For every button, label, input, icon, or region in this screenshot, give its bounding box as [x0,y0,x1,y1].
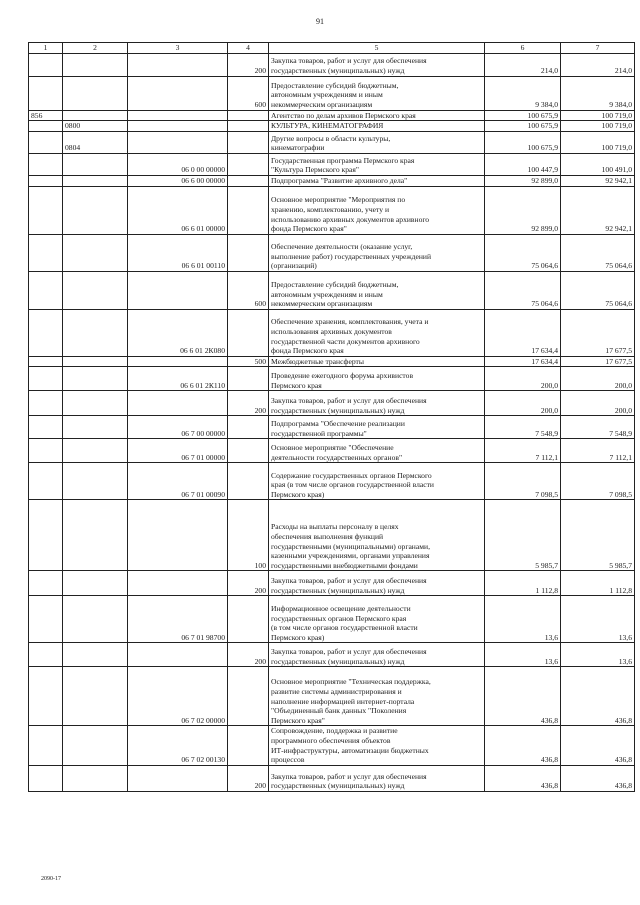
table-row [29,121,635,132]
row-description: Агентство по делам архивов Пермского края [269,110,485,121]
row-amount-year2: 436,8 [561,667,635,726]
row-amount-year1: 214,0 [485,53,561,76]
row-section-code [29,234,63,271]
row-amount-year1: 5 985,7 [485,500,561,571]
row-description: Другие вопросы в области культуры, кинематографии [269,131,485,153]
row-subsection-code [63,643,128,667]
row-section-code [29,131,63,153]
row-target-article: 06 7 02 00130 [128,726,228,765]
row-section-code [29,76,63,110]
row-expense-type: 200 [228,53,269,76]
row-expense-type: 600 [228,271,269,309]
row-amount-year2: 7 548,9 [561,416,635,439]
row-expense-type: 200 [228,391,269,416]
row-expense-type: 200 [228,571,269,596]
row-amount-year1: 100 675,9 [485,110,561,121]
row-expense-type [228,175,269,186]
row-subsection-code [63,110,128,121]
row-subsection-code: 0800 [63,121,128,132]
row-section-code [29,463,63,500]
row-description: Основное мероприятие "Мероприятия по хранению, комплектованию, учету и использованию архивных документов архивного фонда Пермского края" [269,186,485,234]
row-section-code [29,667,63,726]
row-target-article: 06 6 01 2К110 [128,367,228,391]
row-target-article: 06 7 01 00000 [128,439,228,463]
row-amount-year1: 13,6 [485,643,561,667]
row-amount-year1: 17 634,4 [485,309,561,356]
row-description: Информационное освещение деятельности государственных органов Пермского края (в том числе органов государственной власти Пермского края) [269,596,485,643]
row-expense-type [228,153,269,175]
row-description: Государственная программа Пермского края "Культура Пермского края" [269,153,485,175]
row-expense-type [228,110,269,121]
row-section-code [29,186,63,234]
row-target-article [128,500,228,571]
row-amount-year2: 100 719,0 [561,110,635,121]
row-target-article: 06 6 01 2К080 [128,309,228,356]
row-amount-year2: 200,0 [561,391,635,416]
table-row [29,153,635,175]
table-row [29,110,635,121]
row-description: Закупка товаров, работ и услуг для обеспечения государственных (муниципальных) нужд [269,643,485,667]
row-description: Предоставление субсидий бюджетным, автономным учреждениям и иным некоммерческим организациям [269,271,485,309]
row-subsection-code [63,726,128,765]
row-amount-year2: 17 677,5 [561,309,635,356]
row-amount-year2: 92 942,1 [561,175,635,186]
row-subsection-code [63,186,128,234]
row-section-code [29,121,63,132]
row-amount-year2: 92 942,1 [561,186,635,234]
row-expense-type [228,596,269,643]
row-amount-year1: 7 098,5 [485,463,561,500]
row-section-code [29,500,63,571]
row-target-article [128,53,228,76]
row-expense-type [228,309,269,356]
row-expense-type [228,121,269,132]
row-amount-year1: 75 064,6 [485,271,561,309]
row-expense-type [228,726,269,765]
row-subsection-code [63,309,128,356]
row-subsection-code [63,234,128,271]
row-subsection-code [63,367,128,391]
row-amount-year2: 100 719,0 [561,131,635,153]
row-amount-year2: 1 112,8 [561,571,635,596]
row-description: Обеспечение деятельности (оказание услуг, выполнение работ) государственных учреждений (организаций) [269,234,485,271]
header-cell: 6 [485,43,561,54]
row-section-code [29,175,63,186]
row-amount-year1: 436,8 [485,726,561,765]
header-cell: 2 [63,43,128,54]
table-row [29,76,635,110]
row-subsection-code [63,765,128,791]
row-description: Закупка товаров, работ и услуг для обеспечения государственных (муниципальных) нужд [269,571,485,596]
row-description: Межбюджетные трансферты [269,356,485,367]
row-target-article [128,571,228,596]
row-expense-type: 500 [228,356,269,367]
row-description: Основное мероприятие "Техническая поддержка, развитие системы администрирования и наполнение информацией интернет-портала "Объединенный банк данных "Поколения Пермского края" [269,667,485,726]
row-subsection-code [63,271,128,309]
row-target-article: 06 7 00 00000 [128,416,228,439]
row-target-article [128,121,228,132]
row-amount-year1: 9 384,0 [485,76,561,110]
row-subsection-code: 0804 [63,131,128,153]
row-section-code: 856 [29,110,63,121]
row-section-code [29,416,63,439]
row-description: Закупка товаров, работ и услуг для обеспечения государственных (муниципальных) нужд [269,391,485,416]
table-row [29,765,635,791]
row-amount-year2: 100 491,0 [561,153,635,175]
row-subsection-code [63,53,128,76]
row-description: Проведение ежегодного форума архивистов Пермского края [269,367,485,391]
budget-table [28,42,635,792]
header-cell: 7 [561,43,635,54]
row-amount-year2: 436,8 [561,765,635,791]
row-amount-year1: 436,8 [485,765,561,791]
row-subsection-code [63,416,128,439]
row-subsection-code [63,76,128,110]
row-description: Сопровождение, поддержка и развитие программного обеспечения объектов ИТ-инфраструктуры, автоматизации бюджетных процессов [269,726,485,765]
table-row [29,439,635,463]
row-amount-year1: 100 675,9 [485,121,561,132]
row-subsection-code [63,463,128,500]
row-subsection-code [63,571,128,596]
row-section-code [29,153,63,175]
row-amount-year1: 17 634,4 [485,356,561,367]
row-expense-type: 200 [228,643,269,667]
row-subsection-code [63,596,128,643]
row-description: КУЛЬТУРА, КИНЕМАТОГРАФИЯ [269,121,485,132]
row-amount-year1: 100 447,9 [485,153,561,175]
row-expense-type [228,186,269,234]
row-section-code [29,356,63,367]
row-section-code [29,765,63,791]
row-section-code [29,726,63,765]
row-amount-year2: 17 677,5 [561,356,635,367]
row-subsection-code [63,439,128,463]
row-expense-type: 100 [228,500,269,571]
row-target-article [128,131,228,153]
row-target-article [128,110,228,121]
row-description: Закупка товаров, работ и услуг для обеспечения государственных (муниципальных) нужд [269,53,485,76]
row-target-article [128,643,228,667]
header-cell: 5 [269,43,485,54]
table-row [29,271,635,309]
row-section-code [29,391,63,416]
row-description: Предоставление субсидий бюджетным, автономным учреждениям и иным некоммерческим организациям [269,76,485,110]
row-amount-year2: 5 985,7 [561,500,635,571]
row-target-article: 06 6 01 00110 [128,234,228,271]
row-expense-type [228,234,269,271]
table-row [29,596,635,643]
table-row [29,131,635,153]
row-target-article: 06 6 01 00000 [128,186,228,234]
table-row [29,726,635,765]
row-amount-year2: 7 098,5 [561,463,635,500]
table-row [29,186,635,234]
table-row [29,367,635,391]
row-amount-year2: 13,6 [561,643,635,667]
row-expense-type [228,439,269,463]
row-description: Подпрограмма "Развитие архивного дела" [269,175,485,186]
row-amount-year1: 7 112,1 [485,439,561,463]
row-section-code [29,643,63,667]
row-amount-year2: 75 064,6 [561,271,635,309]
row-section-code [29,596,63,643]
table-row [29,500,635,571]
row-amount-year1: 13,6 [485,596,561,643]
row-section-code [29,367,63,391]
row-target-article [128,271,228,309]
row-description: Обеспечение хранения, комплектования, учета и использования архивных документов государственной части документов архивного фонда Пермского края [269,309,485,356]
row-target-article: 06 0 00 00000 [128,153,228,175]
row-expense-type [228,463,269,500]
row-section-code [29,309,63,356]
table-row [29,667,635,726]
row-subsection-code [63,356,128,367]
row-subsection-code [63,667,128,726]
row-target-article: 06 7 01 98700 [128,596,228,643]
row-expense-type [228,416,269,439]
row-expense-type [228,131,269,153]
row-expense-type: 600 [228,76,269,110]
table-row [29,356,635,367]
header-cell: 4 [228,43,269,54]
row-subsection-code [63,153,128,175]
row-section-code [29,271,63,309]
row-target-article [128,76,228,110]
row-subsection-code [63,500,128,571]
row-target-article: 06 7 01 00090 [128,463,228,500]
table-row [29,463,635,500]
row-amount-year1: 100 675,9 [485,131,561,153]
row-description: Расходы на выплаты персоналу в целях обеспечения выполнения функций государственными (муниципальными) органами, казенными учреждениями, органами управления государственными внебюджетными фондами [269,500,485,571]
row-amount-year1: 7 548,9 [485,416,561,439]
row-target-article: 06 6 00 00000 [128,175,228,186]
row-target-article [128,765,228,791]
table-row [29,175,635,186]
table-row [29,309,635,356]
table-header-row [29,43,635,54]
row-section-code [29,571,63,596]
row-amount-year2: 214,0 [561,53,635,76]
row-expense-type [228,367,269,391]
row-section-code [29,53,63,76]
row-expense-type [228,667,269,726]
table-row [29,416,635,439]
row-target-article [128,356,228,367]
table-row [29,234,635,271]
row-subsection-code [63,391,128,416]
row-expense-type: 200 [228,765,269,791]
row-amount-year2: 100 719,0 [561,121,635,132]
row-amount-year2: 75 064,6 [561,234,635,271]
row-target-article [128,391,228,416]
table-row [29,391,635,416]
row-description: Основное мероприятие "Обеспечение деятельности государственных органов" [269,439,485,463]
row-description: Закупка товаров, работ и услуг для обеспечения государственных (муниципальных) нужд [269,765,485,791]
page-number: 91 [316,17,324,26]
row-amount-year2: 13,6 [561,596,635,643]
row-amount-year2: 200,0 [561,367,635,391]
row-amount-year1: 92 899,0 [485,175,561,186]
header-cell: 3 [128,43,228,54]
row-amount-year1: 92 899,0 [485,186,561,234]
table-row [29,571,635,596]
row-amount-year2: 436,8 [561,726,635,765]
row-amount-year1: 75 064,6 [485,234,561,271]
table-row [29,53,635,76]
row-amount-year1: 200,0 [485,367,561,391]
row-target-article: 06 7 02 00000 [128,667,228,726]
row-amount-year2: 9 384,0 [561,76,635,110]
row-description: Содержание государственных органов Пермского края (в том числе органов государственной власти Пермского края) [269,463,485,500]
row-amount-year1: 200,0 [485,391,561,416]
row-subsection-code [63,175,128,186]
row-amount-year1: 1 112,8 [485,571,561,596]
row-description: Подпрограмма "Обеспечение реализации государственной программы" [269,416,485,439]
footer-code: 2090-17 [41,876,61,882]
header-cell: 1 [29,43,63,54]
table-row [29,643,635,667]
row-section-code [29,439,63,463]
row-amount-year1: 436,8 [485,667,561,726]
row-amount-year2: 7 112,1 [561,439,635,463]
